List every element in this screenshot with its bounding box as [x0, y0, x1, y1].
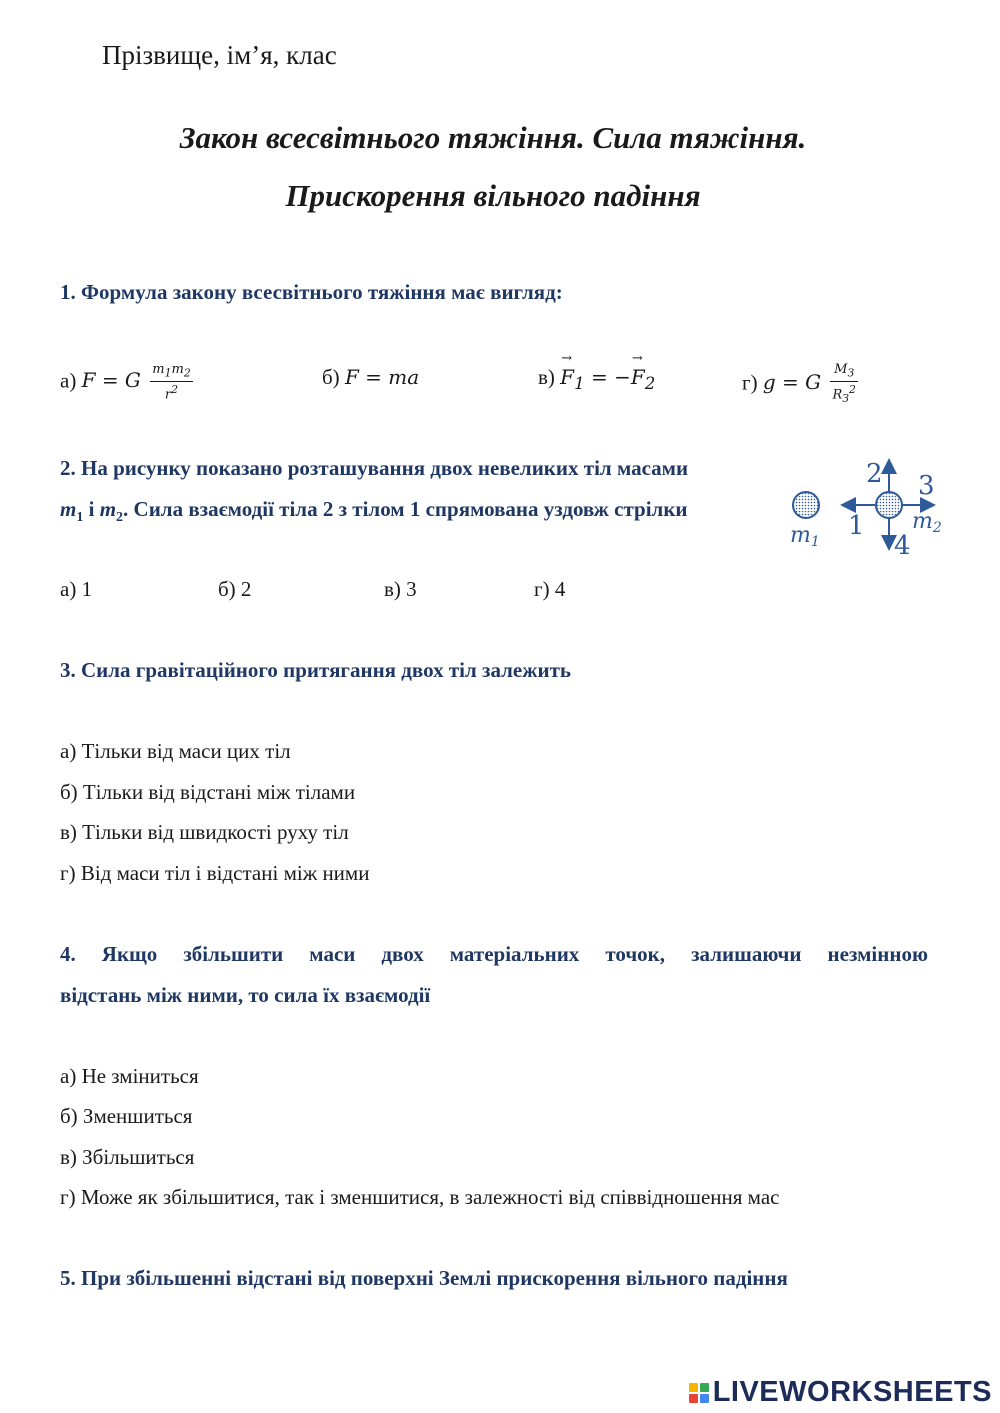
- label-m1: m1: [790, 523, 820, 550]
- question-5-text: 5. При збільшенні відстані від поверхні Землі прискорення вільного падіння: [60, 1266, 788, 1290]
- conjunction: і: [83, 497, 100, 521]
- q4-option-b[interactable]: б) Зменшиться: [60, 1104, 193, 1128]
- mass-2-subscript: 2: [116, 510, 124, 526]
- q1-option-g-label: г): [742, 370, 758, 395]
- q3-option-g[interactable]: г) Від маси тіл і відстані між ними: [60, 861, 370, 885]
- q1-option-v[interactable]: [538, 365, 655, 393]
- q2-option-a[interactable]: а) 1: [60, 577, 93, 601]
- q1-option-b[interactable]: [322, 365, 419, 390]
- q2-option-b[interactable]: б) 2: [218, 577, 252, 601]
- q2-option-g[interactable]: г) 4: [534, 577, 566, 601]
- force-diagram: [780, 450, 960, 560]
- q4-option-v[interactable]: в) Збільшиться: [60, 1145, 195, 1169]
- q3-option-v[interactable]: в) Тільки від швидкості руху тіл: [60, 820, 349, 844]
- question-3-text: 3. Сила гравітаційного притягання двох тіл залежить: [60, 658, 571, 682]
- arrow-2-label: 2: [866, 459, 883, 489]
- question-4-line-2: відстань між ними, то сила їх взаємодії: [60, 983, 431, 1007]
- watermark-text: LIVEWORKSHEETS: [712, 1376, 992, 1408]
- q3-option-a[interactable]: а) Тільки від маси цих тіл: [60, 739, 291, 763]
- q4-option-a[interactable]: а) Не зміниться: [60, 1064, 199, 1088]
- label-m2: m2: [912, 509, 942, 536]
- body-2: [876, 492, 902, 518]
- question-2-line-2-rest: . Сила взаємодії тіла 2 з тілом 1 спрямована уздовж стрілки: [123, 497, 688, 521]
- arrow-3-label: 3: [918, 471, 935, 501]
- student-name-line: Прізвище, ім’я, клас: [102, 40, 337, 70]
- liveworksheets-watermark: [689, 1376, 992, 1409]
- formula-newton-third: → $F_1$ = −→ $F_2$: [560, 365, 655, 389]
- mass-1-symbol: m: [60, 497, 77, 521]
- q1-option-v-label: в): [538, 365, 555, 389]
- q1-option-a[interactable]: [60, 362, 193, 402]
- formula-gravitation: F = G $\frac{m_1m_2}{r^2}$: [81, 362, 191, 402]
- liveworksheets-logo-icon: [689, 1383, 709, 1403]
- mass-2-symbol: m: [99, 497, 117, 521]
- page-title-line-2: Прискорення вільного падіння: [285, 178, 701, 213]
- q1-option-g[interactable]: [742, 362, 858, 406]
- body-1: [793, 492, 819, 518]
- question-2-line-2: [60, 497, 688, 526]
- question-2-line-1: 2. На рисунку показано розташування двох невеликих тіл масами: [60, 456, 689, 480]
- arrow-1-label: 1: [848, 511, 865, 541]
- question-1-text: 1. Формула закону всесвітнього тяжіння має вигляд:: [60, 280, 563, 304]
- q1-option-b-label: б): [322, 365, 340, 389]
- arrow-4-label: 4: [894, 531, 911, 560]
- q1-option-a-label: а): [60, 368, 77, 393]
- question-4-line-1: 4. Якщо збільшити маси двох матеріальних точок, залишаючи незмінною: [60, 942, 928, 966]
- formula-free-fall: g = G $\frac{M_З}{R_З^2}$: [762, 362, 856, 405]
- q4-option-g[interactable]: г) Може як збільшитися, так і зменшитися, в залежності від співвідношення мас: [60, 1185, 780, 1209]
- mass-1-subscript: 1: [76, 510, 84, 526]
- page-title-line-1: Закон всесвітнього тяжіння. Сила тяжіння.: [179, 120, 807, 155]
- q2-option-v[interactable]: в) 3: [384, 577, 417, 601]
- q3-option-b[interactable]: б) Тільки від відстані між тілами: [60, 780, 356, 804]
- formula-newton-second: F = ma: [344, 365, 420, 389]
